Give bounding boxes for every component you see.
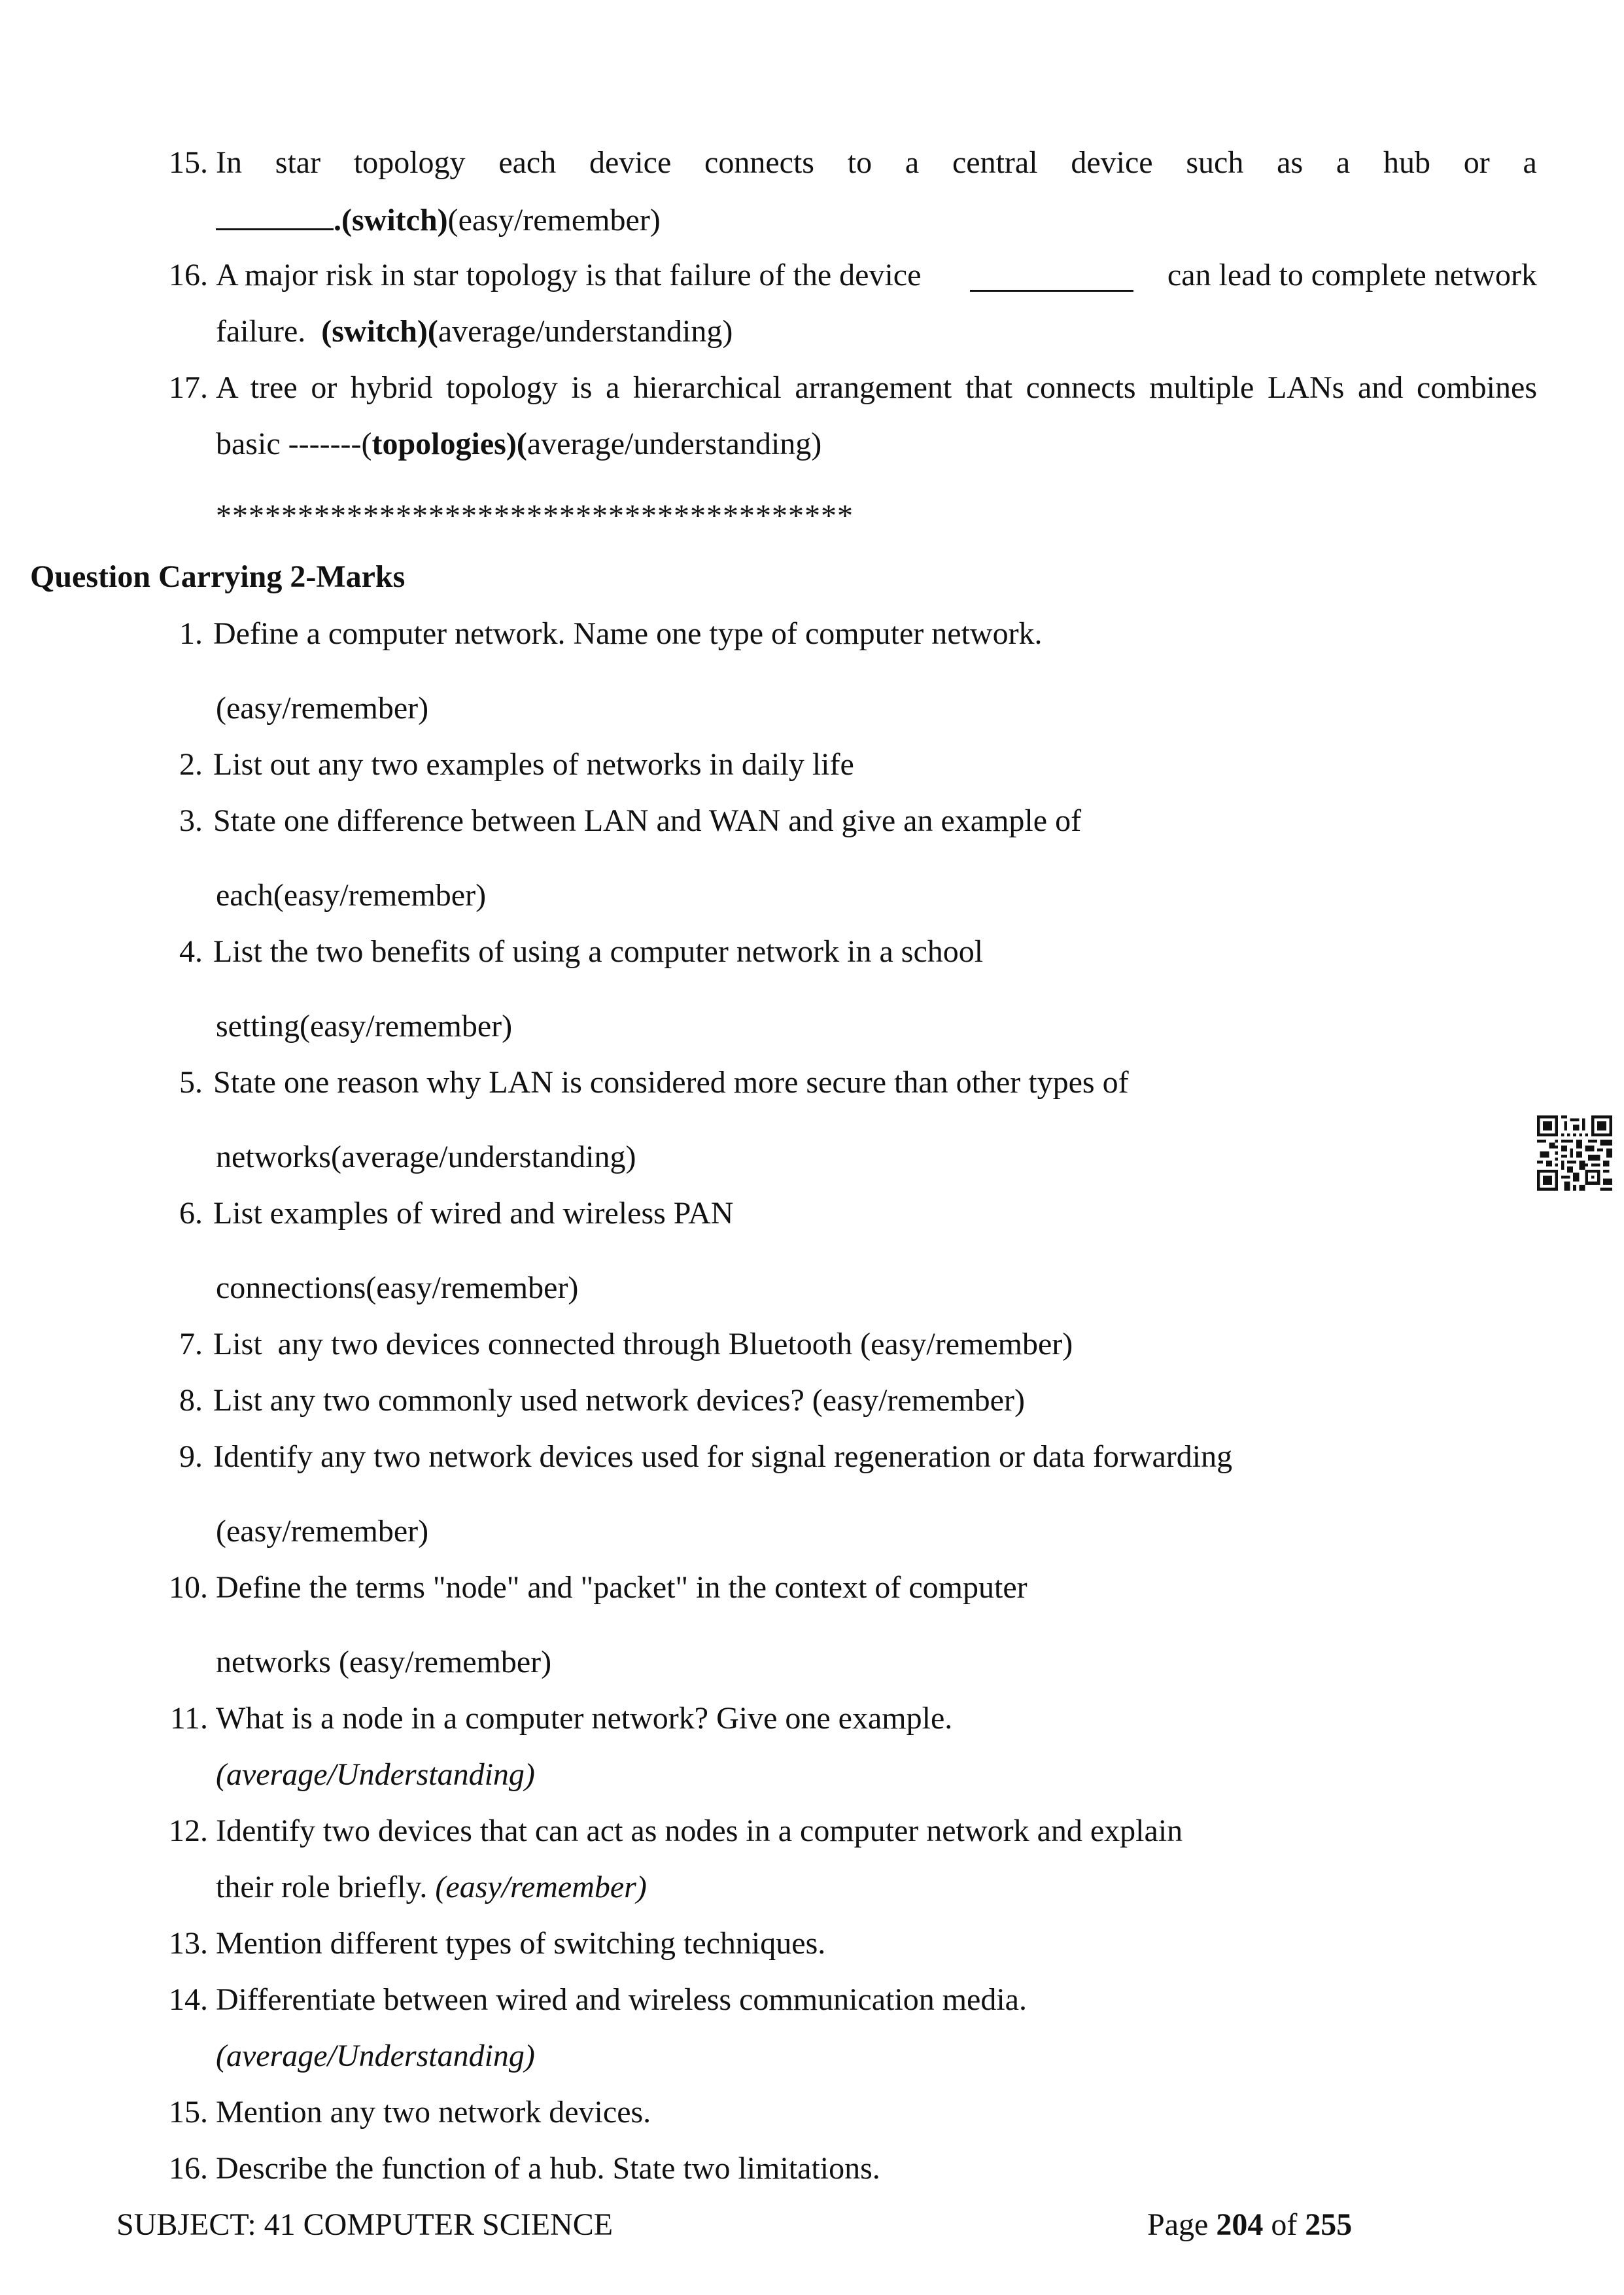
q2m-1-number: 1. — [179, 616, 203, 651]
q2m-6-text: List examples of wired and wireless PAN — [213, 1196, 734, 1231]
q16-line1: A major risk in star topology is that failure of the device can lead to complete network — [216, 258, 1537, 292]
q17-line1: A tree or hybrid topology is a hierarchical arrangement that connects multiple LANs and combines — [216, 370, 1537, 405]
q15-line1: In star topology each device connects to a central device such as a hub or a — [216, 145, 1537, 180]
q2m-1-text: Define a computer network. Name one type of computer network. — [213, 616, 1043, 651]
q2m-2-text: List out any two examples of networks in daily life — [213, 747, 854, 782]
separator: *************************************** — [216, 499, 854, 533]
footer-subject: SUBJECT: 41 COMPUTER SCIENCE — [116, 2207, 613, 2242]
q2m-10-text: Define the terms "node" and "packet" in the context of computer — [216, 1570, 1028, 1605]
q2m-10-number: 10. — [169, 1570, 208, 1605]
q2m-4-line2: setting(easy/remember) — [216, 1009, 513, 1043]
footer-page-number: Page 204 of 255 — [1147, 2207, 1353, 2242]
q2m-1-level: (easy/remember) — [216, 691, 429, 726]
q2m-5-number: 5. — [179, 1065, 203, 1100]
q2m-12-number: 12. — [169, 1813, 208, 1848]
q2m-16-text: Describe the function of a hub. State two limitations. — [216, 2151, 880, 2186]
q2m-10-line2: networks (easy/remember) — [216, 1645, 552, 1679]
q2m-5-text: State one reason why LAN is considered more secure than other types of — [213, 1065, 1129, 1100]
q2m-8-text: List any two commonly used network devices? (easy/remember) — [213, 1383, 1025, 1418]
q2m-4-number: 4. — [179, 934, 203, 969]
page-total: 255 — [1305, 2207, 1353, 2242]
q2m-16-number: 16. — [169, 2151, 208, 2186]
q2m-14-text: Differentiate between wired and wireless communication media. — [216, 1982, 1027, 2017]
answer-blank — [216, 200, 334, 230]
q2m-14-line2: (average/Understanding) — [216, 2039, 535, 2073]
section-heading: Question Carrying 2-Marks — [30, 559, 406, 594]
q16-line2: failure. (switch)(average/understanding) — [216, 314, 733, 349]
q16-number: 16. — [169, 258, 208, 292]
q16-answer: (switch)( — [321, 314, 438, 349]
qr-code-icon — [1537, 1115, 1612, 1191]
q2m-6-number: 6. — [179, 1196, 203, 1231]
q2m-2-number: 2. — [179, 747, 203, 782]
answer-blank — [970, 262, 1133, 292]
q2m-15-text: Mention any two network devices. — [216, 2095, 651, 2129]
q2m-13-number: 13. — [169, 1926, 208, 1961]
q2m-12-line2: their role briefly. (easy/remember) — [216, 1870, 647, 1904]
q15-line2: .(switch)(easy/remember) — [216, 200, 661, 239]
q2m-11-text: What is a node in a computer network? Give one example. — [216, 1701, 953, 1736]
q2m-3-text: State one difference between LAN and WAN and give an example of — [213, 803, 1082, 838]
q2m-3-line2: each(easy/remember) — [216, 878, 487, 913]
q17-line2: basic -------(topologies)(average/understanding) — [216, 427, 822, 461]
q2m-11-number: 11. — [169, 1701, 208, 1736]
q15-number: 15. — [169, 145, 208, 180]
q2m-6-line2: connections(easy/remember) — [216, 1270, 579, 1305]
q2m-7-text: List any two devices connected through Bluetooth (easy/remember) — [213, 1327, 1073, 1361]
q17-number: 17. — [169, 370, 208, 405]
q2m-9-line2: (easy/remember) — [216, 1514, 429, 1549]
q2m-3-number: 3. — [179, 803, 203, 838]
page-current: 204 — [1216, 2207, 1264, 2242]
q2m-7-number: 7. — [179, 1327, 203, 1361]
q15-level: (easy/remember) — [447, 203, 661, 238]
q2m-4-text: List the two benefits of using a computer network in a school — [213, 934, 984, 969]
q2m-15-number: 15. — [169, 2095, 208, 2129]
q2m-8-number: 8. — [179, 1383, 203, 1418]
q2m-5-line2: networks(average/understanding) — [216, 1140, 636, 1174]
q2m-12-text: Identify two devices that can act as nodes in a computer network and explain — [216, 1813, 1183, 1848]
q2m-9-number: 9. — [179, 1439, 203, 1474]
q2m-13-text: Mention different types of switching techniques. — [216, 1926, 826, 1961]
q17-level: average/understanding) — [527, 427, 822, 461]
q2m-11-line2: (average/Understanding) — [216, 1757, 535, 1792]
q15-answer: (switch) — [341, 203, 448, 238]
q2m-9-text: Identify any two network devices used for signal regeneration or data forwarding — [213, 1439, 1233, 1474]
q17-answer: topologies)( — [371, 427, 527, 461]
q16-level: average/understanding) — [438, 314, 733, 349]
q2m-14-number: 14. — [169, 1982, 208, 2017]
